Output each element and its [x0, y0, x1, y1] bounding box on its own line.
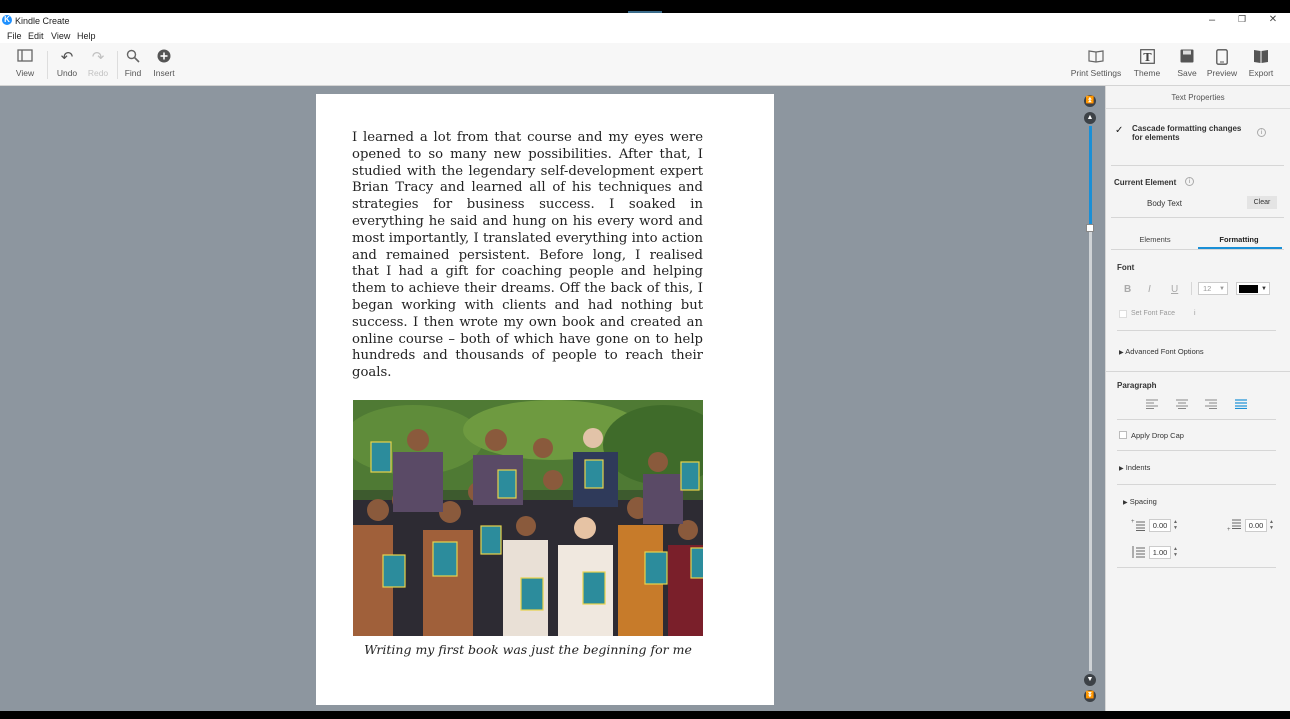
align-justify-icon[interactable]	[1235, 399, 1247, 412]
drop-cap-checkbox[interactable]	[1119, 431, 1127, 439]
info-icon[interactable]: i	[1185, 177, 1194, 186]
tab-elements[interactable]: Elements	[1139, 235, 1171, 244]
divider	[1111, 165, 1284, 166]
page-scroll-progress	[1089, 126, 1092, 229]
line-spacing-icon	[1131, 546, 1145, 561]
line-spacing-input[interactable]: 1.00	[1149, 546, 1171, 559]
view-icon	[7, 49, 43, 67]
bottom-bezel	[0, 711, 1290, 719]
export-button[interactable]: Export	[1243, 49, 1279, 78]
divider	[1191, 282, 1192, 295]
body-text-paragraph[interactable]: I learned a lot from that course and my eyes were opened to so many new possibilities. After that, I studied with the legendary self-development expert Brian Tracy and learned all of his techniques and strategies for business success. I soaked in everything he said and hung on his every word and most importantly, I translated everything into action and remained persistent. Before long, I realised that I had a gift for coaching people and helping them to achieve their dreams. Off the back of this, I began working with clients and had nothing but success. I then wrote my own book and created an online course – both of which have gone on to help hundreds and thousands of people to reach their goals.	[352, 130, 703, 381]
previous-page-icon[interactable]: ▲	[1084, 112, 1096, 124]
book-page[interactable]	[316, 94, 774, 705]
text-properties-panel	[1105, 86, 1290, 711]
group-photo[interactable]	[353, 400, 703, 636]
image-caption[interactable]: Writing my first book was just the beginning for me	[364, 642, 692, 657]
font-section-title: Font	[1117, 263, 1135, 272]
set-font-face-label: Set Font Face	[1131, 310, 1175, 317]
divider	[1117, 567, 1276, 568]
divider	[1106, 371, 1290, 372]
chevron-right-icon: ▶	[1119, 466, 1124, 472]
divider	[1117, 450, 1276, 451]
insert-button[interactable]: Insert	[146, 49, 182, 78]
svg-text:+: +	[1131, 519, 1135, 525]
line-spacing-stepper[interactable]: ▲ ▼	[1173, 546, 1178, 558]
save-icon	[1169, 49, 1205, 67]
last-page-icon[interactable]: ⏬	[1084, 690, 1096, 702]
space-before-stepper[interactable]: ▲ ▼	[1173, 519, 1178, 531]
chevron-right-icon: ▶	[1119, 350, 1124, 356]
divider	[1111, 249, 1284, 250]
divider	[1117, 330, 1276, 331]
paragraph-section-title: Paragraph	[1117, 381, 1157, 390]
find-button[interactable]: Find	[115, 49, 151, 78]
chevron-down-icon: ▼	[1219, 286, 1225, 292]
advanced-font-options-toggle[interactable]: ▶ Advanced Font Options	[1119, 347, 1204, 356]
app-logo-icon: K	[2, 15, 12, 25]
redo-icon: ↷	[91, 49, 105, 66]
toolbar	[0, 43, 1290, 86]
panel-header: Text Properties	[1171, 93, 1225, 102]
close-button[interactable]: ✕	[1268, 14, 1278, 25]
plus-circle-icon	[146, 49, 182, 67]
page-scroll-thumb[interactable]	[1086, 224, 1094, 232]
divider	[1117, 484, 1276, 485]
indents-toggle[interactable]: ▶ Indents	[1119, 463, 1151, 472]
tab-formatting[interactable]: Formatting	[1219, 235, 1259, 244]
top-bezel	[0, 0, 1290, 13]
align-right-icon[interactable]	[1205, 399, 1217, 412]
align-left-icon[interactable]	[1146, 399, 1158, 412]
font-color-swatch	[1239, 285, 1258, 293]
preview-button[interactable]: Preview	[1204, 49, 1240, 78]
apply-drop-cap-label: Apply Drop Cap	[1131, 431, 1184, 440]
spacing-toggle[interactable]: ▶ Spacing	[1123, 497, 1157, 506]
next-page-icon[interactable]: ▼	[1084, 674, 1096, 686]
align-center-icon[interactable]	[1176, 399, 1188, 412]
font-color-picker[interactable]	[1236, 282, 1270, 295]
svg-text:T: T	[1142, 51, 1152, 64]
first-page-icon[interactable]: ⏫	[1084, 95, 1096, 107]
current-element-value: Body Text	[1147, 199, 1182, 208]
undo-icon: ↶	[60, 49, 74, 66]
space-before-input[interactable]: 0.00	[1149, 519, 1171, 532]
undo-button[interactable]: ↶ Undo	[49, 49, 85, 78]
menu-help[interactable]: Help	[77, 31, 96, 41]
menu-file[interactable]: File	[7, 31, 22, 41]
book-icon	[1070, 49, 1122, 67]
export-icon	[1243, 49, 1279, 67]
menu-edit[interactable]: Edit	[28, 31, 44, 41]
font-face-info-icon[interactable]: i	[1194, 310, 1196, 317]
title-bar	[0, 13, 1290, 30]
redo-button[interactable]: ↷ Redo	[80, 49, 116, 78]
preview-device-icon	[1204, 49, 1240, 67]
view-button[interactable]: View	[7, 49, 43, 78]
chevron-down-icon: ▶	[1123, 500, 1128, 506]
space-after-icon	[1227, 519, 1241, 534]
cascade-label: Cascade formatting changes for elements	[1132, 124, 1242, 142]
menu-bar	[0, 30, 1290, 43]
save-button[interactable]: Save	[1169, 49, 1205, 78]
window-title: Kindle Create	[15, 16, 70, 26]
space-before-icon	[1131, 519, 1145, 534]
set-font-face-checkbox[interactable]	[1119, 310, 1127, 318]
underline-button[interactable]: U	[1171, 284, 1179, 295]
svg-text:+: +	[1227, 527, 1231, 531]
current-element-label: Current Element	[1114, 178, 1177, 187]
cascade-checkbox[interactable]: ✓	[1115, 125, 1124, 136]
space-after-stepper[interactable]: ▲ ▼	[1269, 519, 1274, 531]
minimize-button[interactable]: –	[1208, 14, 1216, 26]
print-settings-button[interactable]: Print Settings	[1070, 49, 1122, 78]
space-after-input[interactable]: 0.00	[1245, 519, 1267, 532]
font-size-select[interactable]: 12 ▼	[1198, 282, 1228, 295]
restore-button[interactable]: ❐	[1237, 14, 1247, 24]
info-icon[interactable]: i	[1257, 128, 1266, 137]
menu-view[interactable]: View	[51, 31, 71, 41]
toolbar-separator	[47, 51, 48, 79]
divider	[1106, 108, 1290, 109]
chevron-down-icon: ▼	[1261, 286, 1267, 292]
bold-button[interactable]: B	[1124, 284, 1132, 295]
theme-icon	[1129, 49, 1165, 67]
italic-button[interactable]: I	[1148, 284, 1151, 295]
theme-button[interactable]: T Theme	[1129, 49, 1165, 78]
divider	[1111, 217, 1284, 218]
divider	[1117, 419, 1276, 420]
clear-button[interactable]: Clear	[1247, 196, 1277, 209]
